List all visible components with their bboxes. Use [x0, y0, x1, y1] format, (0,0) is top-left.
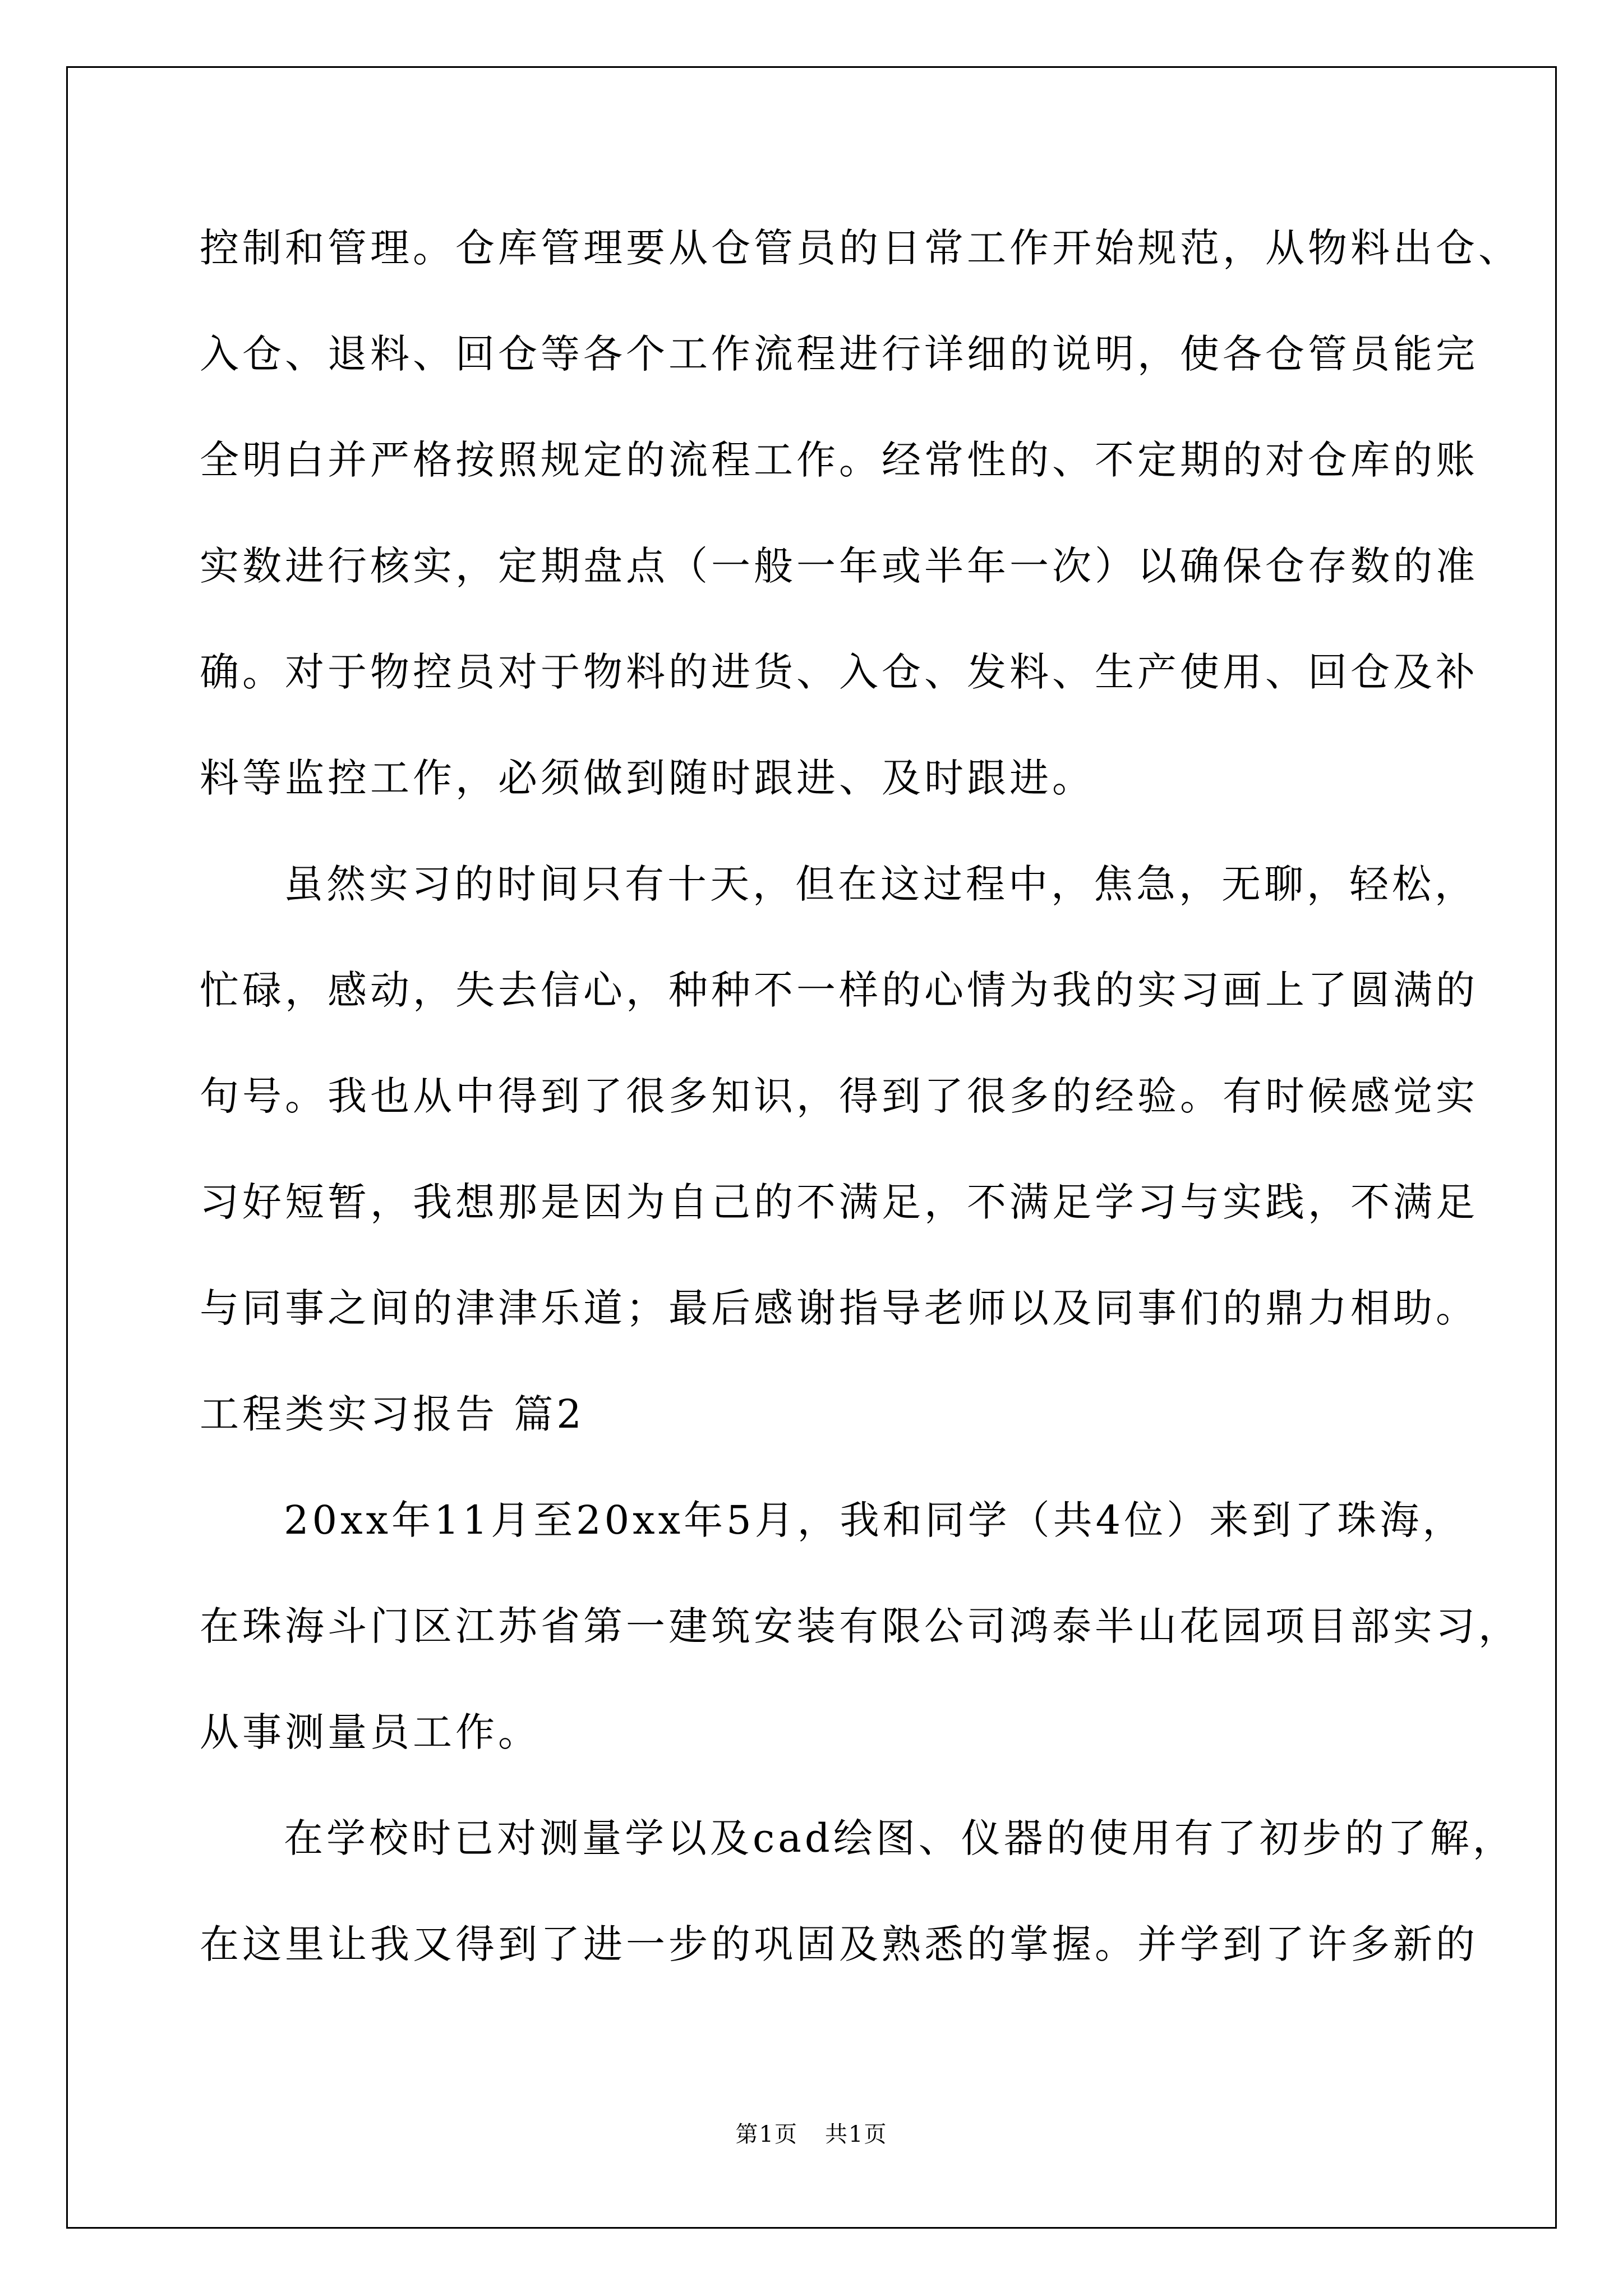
text-line: 入仓、退料、回仓等各个工作流程进行详细的说明，使各仓管员能完: [200, 331, 1478, 377]
text-line: 习好短暂，我想那是因为自己的不满足，不满足学习与实践，不满足: [200, 1179, 1478, 1225]
text-line: 从事测量员工作。: [200, 1709, 541, 1755]
text-line: 虽然实习的时间只有十天，但在这过程中，焦急，无聊，轻松，: [284, 861, 1477, 907]
document-body: [200, 209, 1521, 2011]
text-line: 料等监控工作，必须做到随时跟进、及时跟进。: [200, 755, 1095, 801]
text-line: 在珠海斗门区江苏省第一建筑安装有限公司鸿泰半山花园项目部实习，: [200, 1603, 1521, 1649]
text-line: 与同事之间的津津乐道；最后感谢指导老师以及同事们的鼎力相助。: [200, 1285, 1478, 1331]
text-line: 实数进行核实，定期盘点（一般一年或半年一次）以确保仓存数的准: [200, 543, 1478, 589]
text-line: 确。对于物控员对于物料的进货、入仓、发料、生产使用、回仓及补: [200, 649, 1478, 695]
page-footer: [0, 2118, 1623, 2151]
page-total: 共1页: [825, 2122, 888, 2147]
section-heading: 工程类实习报告 篇2: [200, 1391, 585, 1437]
text-line: 全明白并严格按照规定的流程工作。经常性的、不定期的对仓库的账: [200, 437, 1478, 483]
text-line: 20xx年11月至20xx年5月，我和同学（共4位）来到了珠海，: [284, 1497, 1465, 1543]
page-number: 第1页: [735, 2122, 798, 2147]
text-line: 忙碌，感动，失去信心，种种不一样的心情为我的实习画上了圆满的: [200, 967, 1478, 1013]
text-line: 在学校时已对测量学以及cad绘图、仪器的使用有了初步的了解，: [284, 1815, 1515, 1861]
text-line: 在这里让我又得到了进一步的巩固及熟悉的掌握。并学到了许多新的: [200, 1921, 1478, 1967]
text-line: 控制和管理。仓库管理要从仓管员的日常工作开始规范，从物料出仓、: [200, 225, 1521, 271]
text-line: 句号。我也从中得到了很多知识，得到了很多的经验。有时候感觉实: [200, 1073, 1478, 1119]
